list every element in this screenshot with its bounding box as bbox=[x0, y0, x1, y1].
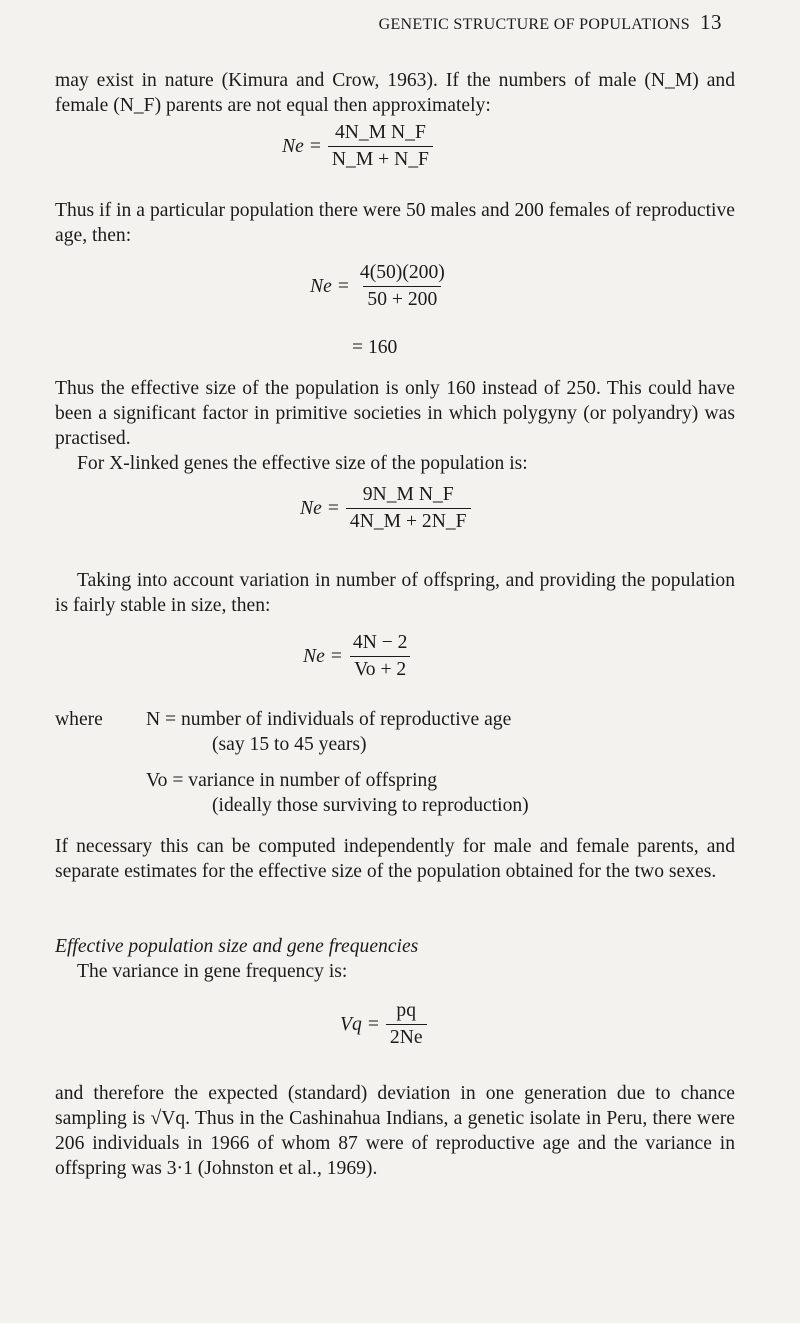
para4-text: For X-linked genes the effective size of the population is: bbox=[77, 453, 528, 474]
para6-text: If necessary this can be computed independently for male and female parents, and separate estimates for the effective size of the population obtained for the two sexes. bbox=[55, 836, 735, 882]
where-n-definition: N = number of individuals of reproductive age bbox=[146, 709, 512, 730]
eq4-fraction bbox=[349, 632, 412, 681]
section-heading: Effective population size and gene frequencies bbox=[55, 936, 419, 957]
eq2-result: = 160 bbox=[352, 337, 398, 358]
running-title: GENETIC STRUCTURE OF POPULATIONS bbox=[378, 16, 690, 33]
para5-text: Taking into account variation in number of offspring, and providing the population is fairly stable in size, then: bbox=[55, 570, 735, 616]
paragraph-5 bbox=[55, 568, 735, 618]
paragraph-8 bbox=[55, 1081, 735, 1181]
para8-text: and therefore the expected (standard) deviation in one generation due to chance sampling is √Vq. Thus in the Cashinahua Indians, a genetic isolate in Peru, there were 206 individuals in 1966 of whom 87 were of reproductive age and the variance in offspring was 3·1 (Johnston et al., 1969). bbox=[55, 1083, 735, 1179]
eq1-fraction bbox=[328, 122, 433, 171]
page-number: 13 bbox=[700, 10, 722, 34]
eq5-numerator: pq bbox=[396, 1000, 417, 1021]
eq5-lhs: Vq = bbox=[340, 1013, 380, 1035]
paragraph-3 bbox=[55, 376, 735, 476]
eq2-numerator: 4(50)(200) bbox=[359, 262, 445, 283]
eq3-denominator: 4N_M + 2N_F bbox=[346, 508, 471, 533]
where-v-note: (ideally those surviving to reproduction) bbox=[212, 795, 529, 816]
where-n-note: (say 15 to 45 years) bbox=[212, 734, 367, 755]
where-v-definition: Vo = variance in number of offspring bbox=[146, 770, 438, 791]
equation-4 bbox=[303, 632, 411, 681]
equation-5 bbox=[340, 1000, 427, 1049]
eq3-fraction bbox=[346, 484, 471, 533]
section bbox=[55, 934, 735, 984]
eq4-numerator: 4N − 2 bbox=[352, 632, 408, 653]
eq3-lhs: Ne = bbox=[300, 497, 340, 519]
paragraph-2 bbox=[55, 198, 735, 248]
eq2-fraction bbox=[356, 262, 449, 311]
para2-text: Thus if in a particular population there were 50 males and 200 females of reproductive age, then: bbox=[55, 200, 735, 246]
eq5-fraction bbox=[386, 1000, 427, 1049]
para1-text: may exist in nature (Kimura and Crow, 1963). If the numbers of male (N_M) and female (N_F) parents are not equal then approximately: bbox=[55, 70, 735, 116]
equation-3 bbox=[300, 484, 471, 533]
para3-text: Thus the effective size of the population is only 160 instead of 250. This could have been a significant factor in primitive societies in which polygyny (or polyandry) was practised. bbox=[55, 378, 735, 449]
paragraph-6 bbox=[55, 834, 735, 884]
para7-text: The variance in gene frequency is: bbox=[77, 961, 348, 982]
eq1-numerator: 4N_M N_F bbox=[334, 122, 426, 143]
eq4-lhs: Ne = bbox=[303, 645, 343, 667]
eq2-lhs: Ne = bbox=[310, 275, 350, 297]
equation-2-result bbox=[352, 337, 397, 359]
eq1-denominator: N_M + N_F bbox=[328, 146, 433, 171]
eq4-denominator: Vo + 2 bbox=[350, 656, 410, 681]
eq1-lhs: Ne = bbox=[282, 135, 322, 157]
where-label: where bbox=[55, 709, 103, 730]
equation-1 bbox=[282, 122, 433, 171]
eq2-denominator: 50 + 200 bbox=[363, 286, 441, 311]
running-header bbox=[379, 10, 722, 35]
eq3-numerator: 9N_M N_F bbox=[362, 484, 454, 505]
paragraph-1 bbox=[55, 68, 735, 118]
equation-2 bbox=[310, 262, 449, 311]
eq5-denominator: 2Ne bbox=[386, 1024, 427, 1049]
